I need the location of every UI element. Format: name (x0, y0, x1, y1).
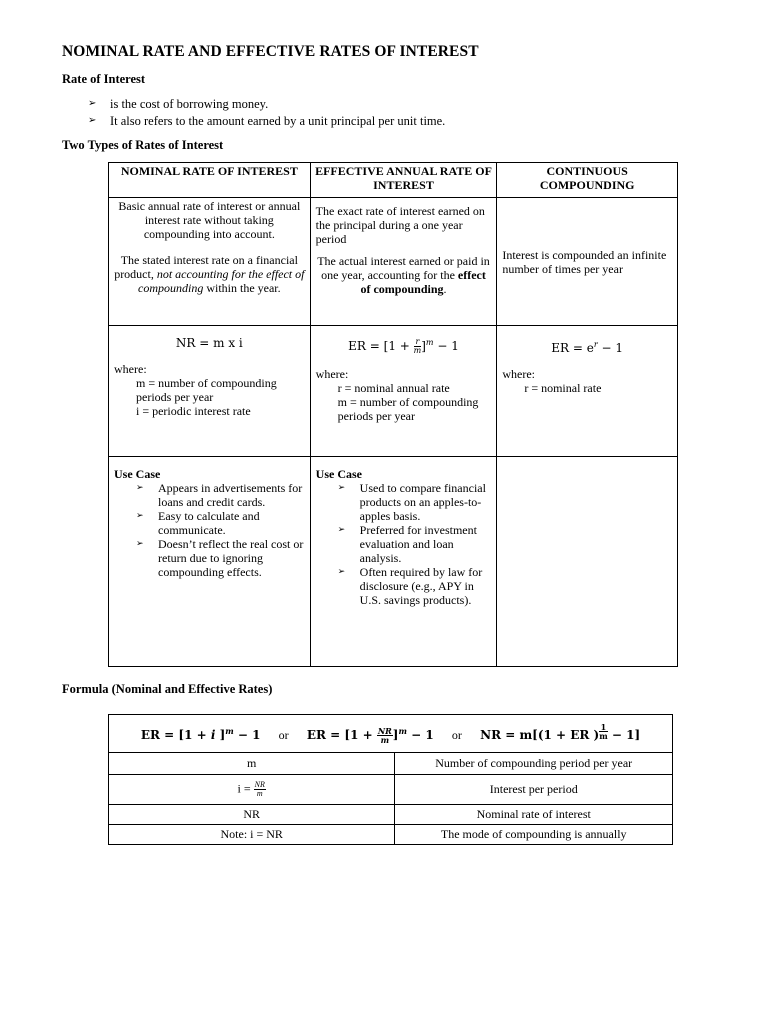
table-row: i = $\frac{NR}{m}$ Interest per period (109, 775, 673, 805)
effective-formula: ER = [1 + $\frac{r}{m}$ ]$^m$ − 1 (348, 337, 459, 355)
continuous-formula-cell: ER = $e^r - 1$ where: r = nominal rate (497, 326, 678, 457)
list-item: ➢ Used to compare financial products on an apples-to-apples basis. (337, 481, 486, 523)
table-row: Note: i = NR The mode of compounding is annually (109, 825, 673, 845)
rate-of-interest-heading: Rate of Interest (62, 72, 146, 86)
continuous-formula: ER = $e^r - 1$ (551, 340, 624, 355)
rate-of-interest-list (88, 96, 445, 129)
header-nominal: NOMINAL RATE OF INTEREST (109, 163, 311, 198)
table-row (109, 457, 678, 667)
nominal-use-case-cell: Use Case ➢ Appears in advertisements for loans and credit cards. ➢ Easy to calculate and communicate. ➢ Doesn’t reflect the real cost or return due to ignoring compounding effects. (109, 457, 311, 667)
formula-row (109, 715, 673, 753)
arrow-bullet-icon: ➢ (88, 114, 97, 126)
formula-cell: ER = [1 + i ]$^m$ − 1 or ER = [1 + $\frac{NR}{m}$ ]$^m$ − 1 or NR = m[(1 + ER ) $^{\frac{1}{m}}$ − 1] (109, 715, 673, 753)
arrow-bullet-icon: ➢ (337, 567, 346, 577)
nominal-formula: NR = m x i (175, 336, 243, 350)
page-title: NOMINAL RATE AND EFFECTIVE RATES OF INTEREST (62, 43, 479, 60)
list-item: ➢ Easy to calculate and communicate. (136, 509, 260, 537)
arrow-bullet-icon: ➢ (136, 511, 144, 521)
table-row (109, 326, 678, 457)
table-row: m Number of compounding period per year (109, 753, 673, 775)
effective-formula-cell: ER = [1 + $\frac{r}{m}$ ]$^m$ − 1 where: r = nominal annual rate m = number of compounding periods per year (310, 326, 497, 457)
arrow-bullet-icon: ➢ (337, 483, 346, 493)
arrow-bullet-icon: ➢ (88, 98, 97, 109)
effective-use-case-cell: Use Case ➢ Used to compare financial products on an apples-to-apples basis. ➢ Preferred for investment evaluation and loan analysis. ➢ Often required by law for disclosure (e.g., APY in U.S. savings products). (310, 457, 497, 667)
header-continuous: CONTINUOUS COMPOUNDING (497, 163, 678, 198)
two-types-heading: Two Types of Rates of Interest (62, 138, 224, 152)
list-item: ➢ Preferred for investment evaluation and loan analysis. (337, 523, 477, 565)
nominal-formula-cell: NR = m x i where: m = number of compounding periods per year i = periodic interest rate (109, 326, 311, 457)
list-item: ➢ is the cost of borrowing money. (88, 97, 269, 111)
continuous-description-cell: Interest is compounded an infinite number of times per year (497, 198, 678, 326)
formula-heading: Formula (Nominal and Effective Rates) (62, 682, 273, 696)
arrow-bullet-icon: ➢ (136, 539, 144, 549)
formula-table (108, 714, 673, 845)
nr-formula: NR = m[(1 + ER ) $^{\frac{1}{m}}$ − 1] (480, 722, 641, 742)
header-effective: EFFECTIVE ANNUAL RATE OF INTEREST (310, 163, 497, 198)
list-item: ➢ Appears in advertisements for loans and credit cards. (136, 481, 303, 509)
arrow-bullet-icon: ➢ (136, 483, 144, 493)
list-item: ➢ Doesn’t reflect the real cost or return due to ignoring compounding effects. (136, 537, 304, 579)
effective-description-cell: The exact rate of interest earned on the principal during a one year period The actual interest earned or paid in one year, accounting for the effect of compounding. (310, 198, 497, 326)
arrow-bullet-icon: ➢ (337, 525, 346, 535)
list-item: ➢ Often required by law for disclosure (e.g., APY in U.S. savings products). (337, 565, 483, 607)
er-formula-2: ER = [1 + $\frac{NR}{m}$ ]$^m$ − 1 (306, 725, 434, 745)
list-item: ➢ It also refers to the amount earned by a unit principal per unit time. (88, 113, 446, 128)
continuous-use-case-cell (497, 457, 678, 667)
table-row (109, 198, 678, 326)
table-row: NR Nominal rate of interest (109, 805, 673, 825)
table-header-row (109, 163, 678, 198)
er-formula-1: ER = [1 + i ]$^m$ − 1 (140, 725, 261, 742)
rates-comparison-table (108, 162, 678, 667)
nominal-description-cell: Basic annual rate of interest or annual interest rate without taking compounding into account. The stated interest rate on a financial product, not accounting for the effect of compounding within the year. (109, 198, 311, 326)
